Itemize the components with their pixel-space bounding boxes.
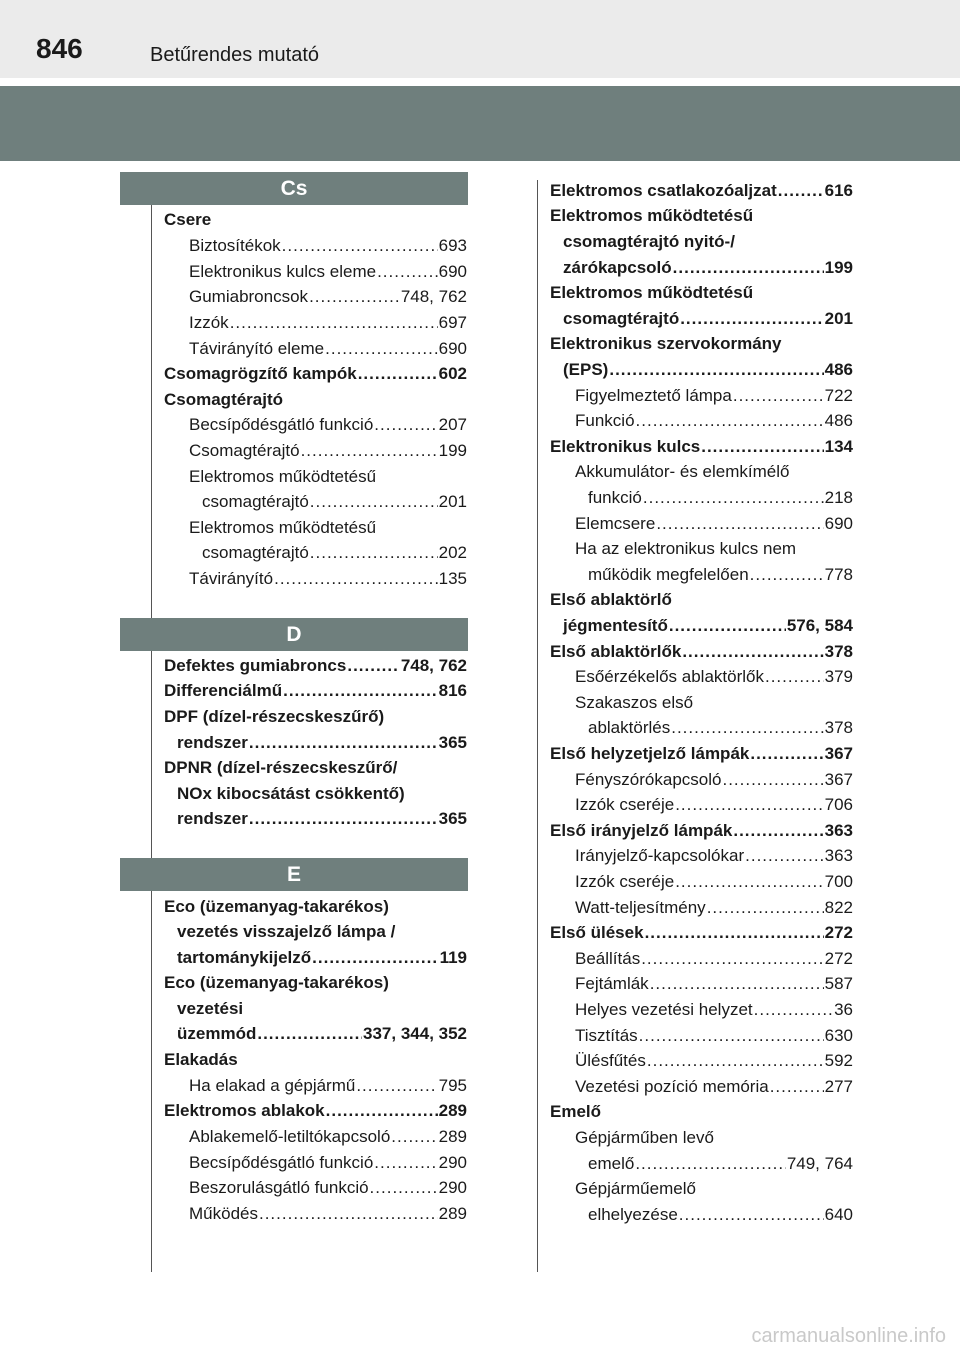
- index-subentry-iranyjelzo-kar: Irányjelző-kapcsolókar ..... 363: [575, 843, 853, 869]
- index-subentry-elektromos-mukodtetesu-2: Elektromos működtetésű: [189, 518, 377, 537]
- index-subentry-elemcsere: Elemcsere ..... 690: [575, 511, 853, 537]
- index-subentry-elektronikus-kulcs-eleme: Elektronikus kulcs eleme ..... 690: [189, 259, 467, 285]
- index-entry-elso-ulesek: Első ülések ..... 272: [550, 920, 853, 946]
- page-number: 846: [36, 33, 83, 64]
- index-entry-dpnr-nox: NOx kibocsátást csökkentő): [177, 784, 405, 803]
- index-entry-eco-2-vezetesi: vezetési: [177, 999, 244, 1018]
- index-subentry-becsipodesgatlo: Becsípődésgátló funkció ..... 207: [189, 412, 467, 438]
- index-subentry-biztositekok: Biztosítékok ..... 693: [189, 233, 467, 259]
- index-entry-dpf-rendszer: rendszer ..... 365: [177, 730, 467, 756]
- index-subentry-watt: Watt-teljesítmény ..... 822: [575, 895, 853, 921]
- section-header-cs: Cs: [120, 172, 468, 205]
- index-entry-dpnr: DPNR (dízel-részecskeszűrő/: [164, 758, 398, 777]
- page-header-title: Betűrendes mutató: [150, 44, 319, 66]
- index-subentry-funkcio: Funkció ..... 486: [575, 408, 853, 434]
- index-entry-jegmentesito-1: Első ablaktörlő: [550, 590, 672, 609]
- index-entry-eco-2-uzemmod: üzemmód ..... 337, 344, 352: [177, 1021, 467, 1047]
- index-subentry-izzok-csereje-2: Izzók cseréje ..... 700: [575, 869, 853, 895]
- index-entry-eco-2: Eco (üzemanyag-takarékos): [164, 973, 389, 992]
- index-subentry-pozicio-memoria: Vezetési pozíció memória ..... 277: [575, 1074, 853, 1100]
- index-subentry-ha-elakad: Ha elakad a gépjármű ..... 795: [189, 1073, 467, 1099]
- index-entry-eps-1: Elektronikus szervokormány: [550, 334, 782, 353]
- index-subentry-ulesfutes: Ülésfűtés ..... 592: [575, 1048, 853, 1074]
- index-entry-csomagterajto: Csomagtérajtó: [164, 390, 284, 409]
- section-header-d: D: [120, 618, 468, 651]
- index-subentry-gepjarmuemelo: Gépjárműemelő: [575, 1179, 696, 1198]
- index-entry-emelo: Emelő: [550, 1102, 602, 1121]
- watermark: carmanualsonline.info: [751, 1325, 946, 1347]
- index-subentry-helyes-vezetesi-helyzet: Helyes vezetési helyzet ..... 36: [575, 997, 853, 1023]
- index-entry-eco-1-lampa: vezetés visszajelző lámpa /: [177, 922, 396, 941]
- index-entry-csere: Csere: [164, 210, 212, 229]
- index-subentry-taviranyito: Távirányító ..... 135: [189, 566, 467, 592]
- left-column-rule: [151, 205, 152, 1272]
- right-column-rule: [537, 180, 538, 1272]
- index-entry-csomagrogzito-kampok: Csomagrögzítő kampók ..... 602: [164, 361, 467, 387]
- header-banner: [0, 86, 960, 161]
- section-header-e: E: [120, 858, 468, 891]
- index-subentry-szakaszos-1: Szakaszos első: [575, 693, 694, 712]
- index-subentry-izzok-csereje-1: Izzók cseréje ..... 706: [575, 792, 853, 818]
- index-entry-eps-2: (EPS) ..... 486: [563, 357, 853, 383]
- index-subentry-fejtamlak: Fejtámlák ..... 587: [575, 971, 853, 997]
- index-entry-eco-1-kijelzo: tartománykijelző ..... 119: [177, 945, 467, 971]
- index-subentry-emelo: emelő ..... 749, 764: [588, 1151, 853, 1177]
- index-entry-nyito-2: csomagtérajtó nyitó-/: [563, 232, 735, 251]
- index-entry-defektes-gumiabroncs: Defektes gumiabroncs ..... 748, 762: [164, 653, 467, 679]
- index-subentry-fenyszorokapcsolo: Fényszórókapcsoló ..... 367: [575, 767, 853, 793]
- index-subentry-gepjarmuben-levo: Gépjárműben levő: [575, 1128, 714, 1147]
- index-entry-dpnr-rendszer: rendszer ..... 365: [177, 806, 467, 832]
- index-subentry-csomagterajto: Csomagtérajtó ..... 199: [189, 438, 467, 464]
- index-entry-eco-1: Eco (üzemanyag-takarékos): [164, 897, 389, 916]
- index-subentry-izzok: Izzók ..... 697: [189, 310, 467, 336]
- index-subentry-szakaszos-2: ablaktörlés ..... 378: [588, 715, 853, 741]
- index-entry-csatlakozoaljzat: Elektromos csatlakozóaljzat ..... 616: [550, 178, 853, 204]
- index-subentry-akkumulator-1: Akkumulátor- és elemkímélő: [575, 462, 790, 481]
- index-subentry-ablak-becsipodes: Becsípődésgátló funkció ..... 290: [189, 1150, 467, 1176]
- index-subentry-elektromos-csomagterajto-1: csomagtérajtó ..... 201: [202, 489, 467, 515]
- index-subentry-akkumulator-2: funkció ..... 218: [588, 485, 853, 511]
- index-entry-jegmentesito-2: jégmentesítő ..... 576, 584: [563, 613, 853, 639]
- index-entry-helyzetjelzo: Első helyzetjelző lámpák ..... 367: [550, 741, 853, 767]
- index-entry-dpf: DPF (dízel-részecskeszűrő): [164, 707, 385, 726]
- index-entry-em-csomagterajto-1: Elektromos működtetésű: [550, 283, 754, 302]
- index-entry-nyito-1: Elektromos működtetésű: [550, 206, 754, 225]
- index-subentry-esoerzekelos: Esőérzékelős ablaktörlők ..... 379: [575, 664, 853, 690]
- index-subentry-tisztitas: Tisztítás ..... 630: [575, 1023, 853, 1049]
- index-subentry-gumiabroncsok: Gumiabroncsok ..... 748, 762: [189, 284, 467, 310]
- index-subentry-elektromos-mukodtetesu-1: Elektromos működtetésű: [189, 467, 377, 486]
- index-entry-em-csomagterajto-2: csomagtérajtó ..... 201: [563, 306, 853, 332]
- index-subentry-taviranyito-eleme: Távirányító eleme ..... 690: [189, 336, 467, 362]
- index-subentry-beszorulasgatlo: Beszorulásgátló funkció ..... 290: [189, 1175, 467, 1201]
- index-entry-zarokapcsolo: zárókapcsoló ..... 199: [563, 255, 853, 281]
- index-entry-differencialmu: Differenciálmű ..... 816: [164, 678, 467, 704]
- index-entry-elektronikus-kulcs: Elektronikus kulcs ..... 134: [550, 434, 853, 460]
- index-entry-iranyjelzo: Első irányjelző lámpák ..... 363: [550, 818, 853, 844]
- index-entry-elakadas: Elakadás: [164, 1050, 238, 1069]
- index-entry-elso-ablaktorlok: Első ablaktörlők ..... 378: [550, 639, 853, 665]
- index-subentry-ablakemelo-letilto: Ablakemelő-letiltókapcsoló ..... 289: [189, 1124, 467, 1150]
- index-entry-elektromos-ablakok: Elektromos ablakok ..... 289: [164, 1098, 467, 1124]
- index-subentry-mukodes: Működés ..... 289: [189, 1201, 467, 1227]
- index-subentry-figyelmezteto-lampa: Figyelmeztető lámpa ..... 722: [575, 383, 853, 409]
- page-header: [0, 0, 960, 78]
- index-subentry-ha-kulcs-2: működik megfelelően ..... 778: [588, 562, 853, 588]
- index-subentry-ha-kulcs-1: Ha az elektronikus kulcs nem: [575, 539, 797, 558]
- index-subentry-beallitas: Beállítás ..... 272: [575, 946, 853, 972]
- index-subentry-elhelyezese: elhelyezése ..... 640: [588, 1202, 853, 1228]
- index-subentry-elektromos-csomagterajto-2: csomagtérajtó ..... 202: [202, 540, 467, 566]
